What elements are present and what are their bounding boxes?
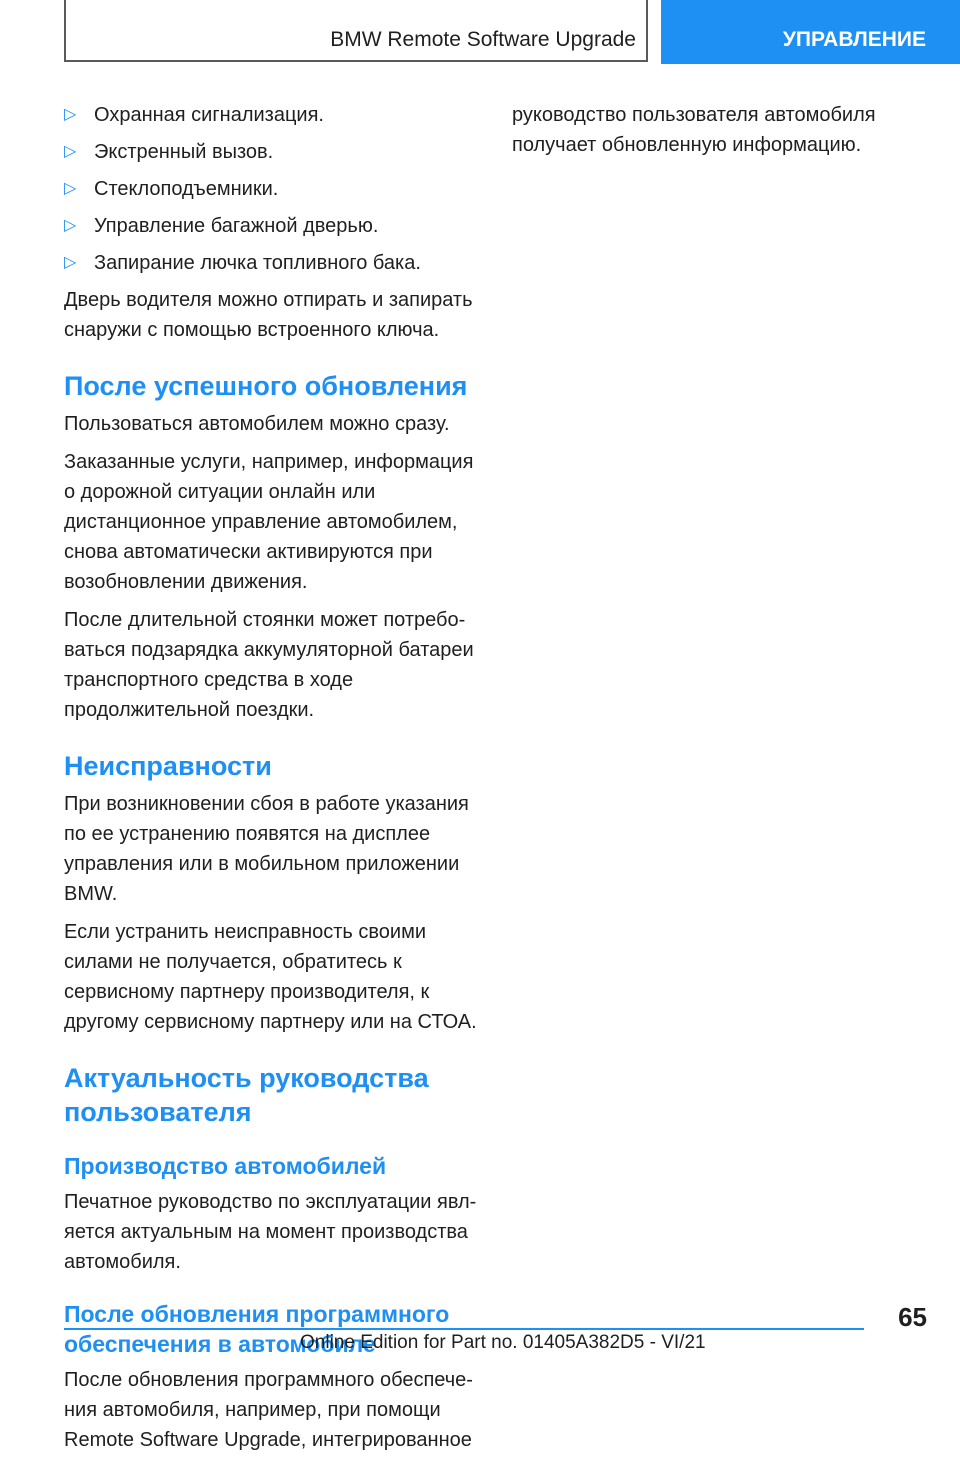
paragraph: Печатное руководство по эксплуатации является актуальным на момент производства автомобиля. — [64, 1191, 477, 1273]
list-item — [64, 211, 484, 241]
paragraph: После обновления программного обеспечения автомобиля, например, при помощи Remote Software Upgrade, интегрированное — [64, 1369, 473, 1451]
page-number: 65 — [898, 1302, 927, 1332]
paragraph: руководство пользователя автомобиля получает обновленную информацию. — [512, 104, 876, 156]
list-item — [64, 137, 484, 167]
subheading-after-software-update: После обновления программного обеспечения в автомобиле — [64, 1301, 450, 1357]
header-title: BMW Remote Software Upgrade — [330, 28, 636, 51]
paragraph: Пользоваться автомобилем можно сразу. — [64, 413, 450, 435]
heading-manual-relevance: Актуальность руководства пользователя — [64, 1063, 429, 1127]
triangle-right-icon: ▷ — [64, 180, 77, 197]
list-item-text: Управление багажной дверью. — [94, 215, 379, 237]
paragraph: После длительной стоянки может потребоваться подзарядка аккумуляторной батареи транспортного средства в ходе продолжительной поездки. — [64, 609, 474, 721]
list-item-text: Стеклоподъемники. — [94, 178, 279, 200]
header-box — [64, 0, 648, 62]
list-item-text: Охранная сигнализация. — [94, 104, 324, 126]
triangle-right-icon: ▷ — [64, 254, 77, 271]
paragraph: Если устранить неисправность своими силами не получается, обратитесь к сервисному партнеру производителя, к другому сервисному партнеру или на СТОА. — [64, 921, 477, 1033]
footer-divider — [64, 1328, 864, 1330]
list-item-text: Запирание лючка топливного бака. — [94, 252, 421, 274]
section-tab — [661, 0, 960, 64]
paragraph: Заказанные услуги, например, информация о дорожной ситуации онлайн или дистанционное управление автомобилем, снова автоматически активируются при возобновлении движения. — [64, 451, 474, 593]
subheading-production: Производство автомобилей — [64, 1153, 387, 1179]
triangle-right-icon: ▷ — [64, 217, 77, 234]
list-item — [64, 248, 484, 278]
left-column — [64, 100, 484, 1463]
paragraph: При возникновении сбоя в работе указания по ее устранению появятся на дисплее управления или в мобильном приложении BMW. — [64, 793, 469, 905]
triangle-right-icon: ▷ — [64, 143, 77, 160]
heading-after-update: После успешного обновления — [64, 371, 468, 401]
right-column — [512, 100, 912, 168]
list-item — [64, 174, 484, 204]
section-label: УПРАВЛЕНИЕ — [782, 28, 926, 51]
heading-malfunctions: Неисправности — [64, 751, 272, 781]
list-item-text: Экстренный вызов. — [94, 141, 274, 163]
intro-paragraph: Дверь водителя можно отпирать и запирать снаружи с помощью встроенного ключа. — [64, 289, 473, 341]
footer-edition: Online Edition for Part no. 01405A382D5 - VI/21 — [300, 1332, 706, 1353]
list-item — [64, 100, 484, 130]
triangle-right-icon: ▷ — [64, 106, 77, 123]
